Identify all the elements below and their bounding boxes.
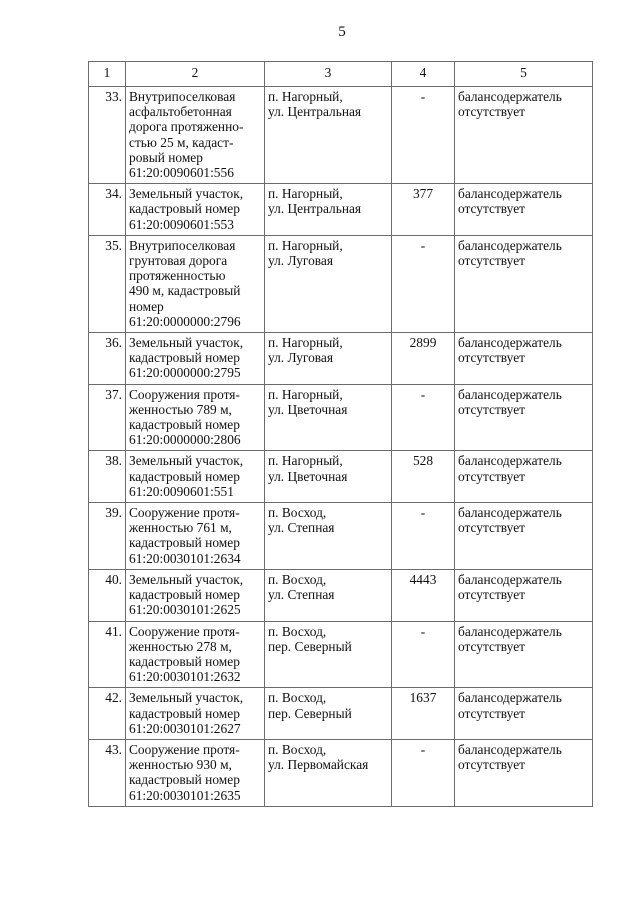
- page-number: 5: [338, 24, 346, 40]
- holder-cell: [455, 569, 593, 621]
- object-name-line: протяженностью: [129, 268, 226, 284]
- address-line: ул. Степная: [268, 520, 335, 536]
- row-number-cell: 33.: [89, 87, 126, 184]
- object-name-cell: [126, 333, 265, 385]
- table-row: [89, 184, 593, 236]
- address-line: ул. Луговая: [268, 350, 334, 366]
- object-name-line: Сооружение протя-: [129, 623, 240, 639]
- row-number-cell: 42.: [89, 688, 126, 740]
- address-cell: [265, 621, 392, 688]
- address-cell: [265, 739, 392, 806]
- object-name-line: Земельный участок,: [129, 335, 244, 351]
- table-row: [89, 333, 593, 385]
- address-cell: [265, 384, 392, 451]
- address-cell: [265, 451, 392, 503]
- holder-line: балансодержатель: [458, 690, 562, 706]
- holder-line: балансодержатель: [458, 623, 562, 639]
- object-name-line: 61:20:0030101:2632: [129, 669, 241, 685]
- object-name-cell: [126, 235, 265, 332]
- holder-line: балансодержатель: [458, 89, 562, 104]
- holder-line: отсутствует: [458, 638, 525, 654]
- address-cell: [265, 688, 392, 740]
- address-line: ул. Степная: [268, 587, 335, 603]
- object-name-line: кадастровый номер: [129, 417, 240, 433]
- address-cell: [265, 235, 392, 332]
- object-name-line: 61:20:0030101:2635: [129, 787, 241, 803]
- object-name-cell: [126, 384, 265, 451]
- address-line: пер. Северный: [268, 638, 352, 654]
- holder-line: отсутствует: [458, 104, 525, 120]
- area-cell: 2899: [392, 333, 455, 385]
- table-row: [89, 451, 593, 503]
- object-name-line: Земельный участок,: [129, 571, 244, 587]
- address-line: п. Восход,: [268, 505, 327, 521]
- holder-line: отсутствует: [458, 350, 525, 366]
- table-row: [89, 235, 593, 332]
- address-line: п. Нагорный,: [268, 386, 343, 402]
- address-cell: [265, 333, 392, 385]
- object-name-cell: [126, 451, 265, 503]
- holder-line: отсутствует: [458, 468, 525, 484]
- row-number-cell: 43.: [89, 739, 126, 806]
- table-row: [89, 87, 593, 184]
- object-name-line: Внутрипоселковая: [129, 89, 236, 104]
- address-line: п. Восход,: [268, 623, 327, 639]
- address-line: ул. Центральная: [268, 104, 362, 120]
- area-cell: -: [392, 621, 455, 688]
- address-line: ул. Цветочная: [268, 401, 348, 417]
- object-name-line: кадастровый номер: [129, 653, 240, 669]
- column-header-1: 1: [89, 62, 126, 87]
- area-cell: -: [392, 235, 455, 332]
- address-line: п. Нагорный,: [268, 335, 343, 351]
- object-name-line: 490 м, кадастровый: [129, 283, 241, 299]
- holder-line: отсутствует: [458, 705, 525, 721]
- object-name-cell: [126, 87, 265, 184]
- holder-cell: [455, 688, 593, 740]
- address-line: ул. Центральная: [268, 201, 362, 217]
- address-cell: [265, 569, 392, 621]
- object-name-line: 61:20:0000000:2795: [129, 365, 241, 381]
- object-name-line: грунтовая дорога: [129, 253, 228, 269]
- object-name-cell: [126, 569, 265, 621]
- address-line: п. Нагорный,: [268, 186, 343, 202]
- row-number-cell: 41.: [89, 621, 126, 688]
- holder-cell: [455, 333, 593, 385]
- object-name-line: 61:20:0090601:553: [129, 216, 234, 232]
- holder-line: балансодержатель: [458, 237, 562, 253]
- holder-line: отсутствует: [458, 587, 525, 603]
- address-line: п. Нагорный,: [268, 89, 343, 104]
- object-name-cell: [126, 688, 265, 740]
- row-number-cell: 35.: [89, 235, 126, 332]
- object-name-line: кадастровый номер: [129, 772, 240, 788]
- object-name-cell: [126, 621, 265, 688]
- object-name-line: Сооружение протя-: [129, 505, 240, 521]
- address-line: п. Восход,: [268, 571, 327, 587]
- property-registry-table: [88, 61, 593, 807]
- object-name-line: Внутрипоселковая: [129, 237, 236, 253]
- holder-line: балансодержатель: [458, 186, 562, 202]
- area-cell: -: [392, 87, 455, 184]
- area-cell: -: [392, 739, 455, 806]
- object-name-line: женностью 278 м,: [129, 638, 232, 654]
- holder-cell: [455, 739, 593, 806]
- holder-cell: [455, 87, 593, 184]
- header-row: [89, 62, 593, 87]
- object-name-line: 61:20:0000000:2796: [129, 313, 241, 329]
- object-name-line: ровый номер: [129, 149, 203, 165]
- area-cell: 4443: [392, 569, 455, 621]
- holder-cell: [455, 235, 593, 332]
- holder-cell: [455, 503, 593, 570]
- table-row: [89, 569, 593, 621]
- table-body: [89, 87, 593, 807]
- holder-line: отсутствует: [458, 401, 525, 417]
- area-cell: 528: [392, 451, 455, 503]
- holder-cell: [455, 451, 593, 503]
- row-number-cell: 34.: [89, 184, 126, 236]
- object-name-line: 61:20:0090601:551: [129, 483, 234, 499]
- object-name-line: женностью 930 м,: [129, 757, 232, 773]
- area-cell: -: [392, 384, 455, 451]
- address-line: п. Нагорный,: [268, 237, 343, 253]
- address-line: ул. Первомайская: [268, 757, 369, 773]
- object-name-line: дорога протяженно-: [129, 119, 244, 135]
- object-name-line: 61:20:0090601:556: [129, 165, 234, 181]
- table-row: [89, 621, 593, 688]
- holder-line: балансодержатель: [458, 386, 562, 402]
- holder-line: отсутствует: [458, 253, 525, 269]
- holder-line: балансодержатель: [458, 335, 562, 351]
- holder-line: отсутствует: [458, 201, 525, 217]
- column-header-3: 3: [265, 62, 392, 87]
- table-row: [89, 384, 593, 451]
- address-cell: [265, 184, 392, 236]
- holder-cell: [455, 621, 593, 688]
- address-cell: [265, 87, 392, 184]
- holder-line: балансодержатель: [458, 741, 562, 757]
- object-name-line: кадастровый номер: [129, 535, 240, 551]
- table-row: [89, 739, 593, 806]
- object-name-line: асфальтобетонная: [129, 104, 232, 120]
- holder-line: отсутствует: [458, 757, 525, 773]
- row-number-cell: 36.: [89, 333, 126, 385]
- row-number-cell: 37.: [89, 384, 126, 451]
- object-name-line: кадастровый номер: [129, 587, 240, 603]
- area-cell: -: [392, 503, 455, 570]
- area-cell: 377: [392, 184, 455, 236]
- address-line: пер. Северный: [268, 705, 352, 721]
- holder-line: отсутствует: [458, 520, 525, 536]
- address-line: п. Нагорный,: [268, 453, 343, 469]
- object-name-line: стью 25 м, кадаст-: [129, 134, 234, 150]
- object-name-line: кадастровый номер: [129, 350, 240, 366]
- address-line: п. Восход,: [268, 741, 327, 757]
- object-name-line: 61:20:0030101:2634: [129, 550, 241, 566]
- object-name-line: женностью 789 м,: [129, 401, 232, 417]
- holder-line: балансодержатель: [458, 453, 562, 469]
- object-name-line: 61:20:0030101:2627: [129, 720, 241, 736]
- holder-line: балансодержатель: [458, 505, 562, 521]
- object-name-line: Земельный участок,: [129, 690, 244, 706]
- object-name-line: кадастровый номер: [129, 468, 240, 484]
- column-header-2: 2: [126, 62, 265, 87]
- object-name-line: Сооружение протя-: [129, 741, 240, 757]
- object-name-line: Сооружения протя-: [129, 386, 240, 402]
- holder-cell: [455, 384, 593, 451]
- row-number-cell: 38.: [89, 451, 126, 503]
- column-header-4: 4: [392, 62, 455, 87]
- address-line: ул. Луговая: [268, 253, 334, 269]
- address-cell: [265, 503, 392, 570]
- holder-cell: [455, 184, 593, 236]
- holder-line: балансодержатель: [458, 571, 562, 587]
- object-name-line: кадастровый номер: [129, 201, 240, 217]
- table-row: [89, 688, 593, 740]
- object-name-line: номер: [129, 298, 164, 314]
- object-name-cell: [126, 739, 265, 806]
- object-name-line: Земельный участок,: [129, 453, 244, 469]
- object-name-line: женностью 761 м,: [129, 520, 232, 536]
- table-header: [89, 62, 593, 87]
- object-name-line: 61:20:0030101:2625: [129, 602, 241, 618]
- area-cell: 1637: [392, 688, 455, 740]
- table-row: [89, 503, 593, 570]
- row-number-cell: 39.: [89, 503, 126, 570]
- column-header-5: 5: [455, 62, 593, 87]
- row-number-cell: 40.: [89, 569, 126, 621]
- object-name-line: Земельный участок,: [129, 186, 244, 202]
- object-name-line: 61:20:0000000:2806: [129, 432, 241, 448]
- address-line: ул. Цветочная: [268, 468, 348, 484]
- object-name-cell: [126, 184, 265, 236]
- object-name-cell: [126, 503, 265, 570]
- object-name-line: кадастровый номер: [129, 705, 240, 721]
- address-line: п. Восход,: [268, 690, 327, 706]
